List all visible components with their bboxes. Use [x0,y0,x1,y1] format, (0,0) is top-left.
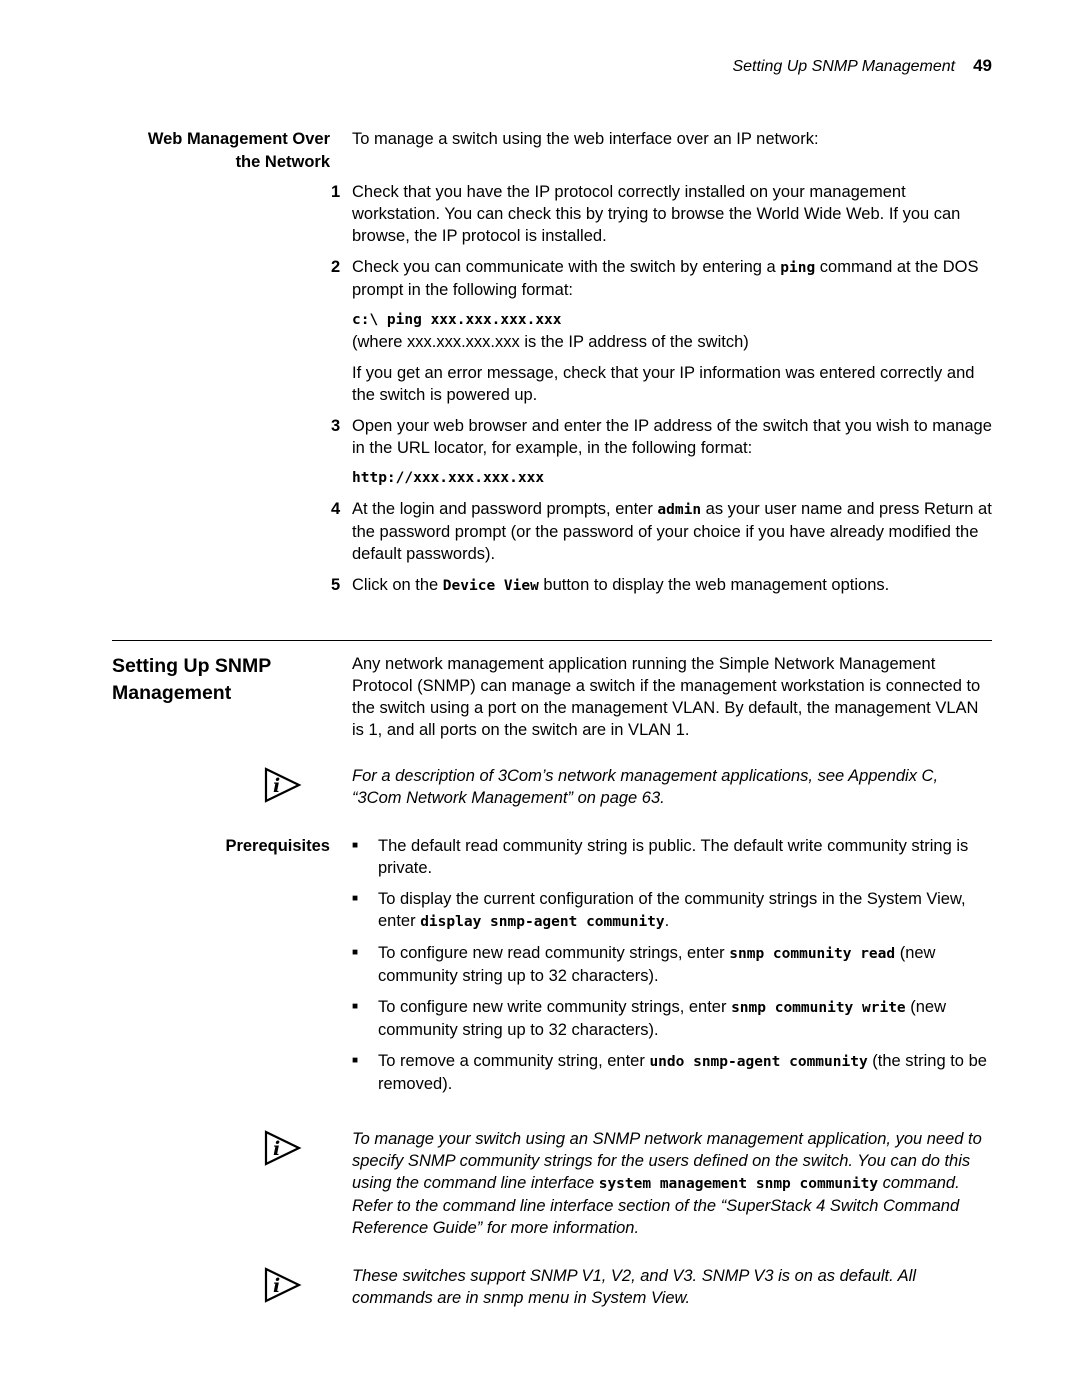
prerequisite-text: To configure new read community strings, enter snmp community read (new community string up to 32 characters). [378,944,936,985]
code-caption: (where xxx.xxx.xxx.xxx is the IP address of the switch) [352,333,749,351]
note-text: These switches support SNMP V1, V2, and V3. SNMP V3 is on as default. All commands are in snmp menu in System View. [352,1267,917,1307]
sidebar-column [112,128,330,606]
step-item-4 [331,498,992,565]
prerequisite-item-2 [352,888,992,933]
bullet-square-icon: ■ [352,840,359,851]
prerequisite-text: To remove a community string, enter undo snmp-agent community (the string to be removed). [378,1052,987,1093]
prerequisite-text: To display the current configuration of the community strings in the System View, enter display snmp-agent community. [378,890,966,930]
step-number: 5 [331,576,341,594]
sidebar-heading-web-management: Web Management Over the Network [147,130,330,171]
step-text: Open your web browser and enter the IP address of the switch that you wish to manage in the URL locator, for example, in the following format: [352,417,992,457]
svg-text:i: i [273,775,281,797]
info-note-icon [264,1130,302,1171]
note-snmp-community-strings [112,1128,992,1239]
body-column [352,835,992,1104]
note-icon-cell [112,1128,330,1239]
note-snmp-versions [112,1265,992,1309]
prerequisite-item-5 [352,1050,992,1095]
step-item-5 [331,574,992,597]
note-icon-cell [112,1265,330,1309]
step-number: 2 [331,258,341,276]
section-divider [112,640,992,641]
bullet-square-icon: ■ [352,893,359,904]
step-number: 4 [331,500,341,518]
numbered-steps-list [331,181,992,597]
sidebar-heading-prerequisites: Prerequisites [225,837,330,855]
step-item-2 [331,256,992,406]
step-text: Check that you have the IP protocol correctly installed on your management workstation. You can check this by trying to browse the World Wide Web. If you can browse, the IP protocol is installed. [352,183,961,245]
info-note-icon [264,1267,302,1308]
note-appendix-c [112,765,992,809]
note-icon-cell [112,765,330,809]
note-text: To manage your switch using an SNMP network management application, you need to specify SNMP community strings for the users defined on the switch. You can do this using the command line interface system management snmp community command. Refer to the command line interface section of the “SuperStack 4 Switch Command Reference Guide” for more information. [352,1130,982,1237]
info-note-icon [264,767,302,808]
prerequisite-text: To configure new write community strings, enter snmp community write (new community string up to 32 characters). [378,998,947,1039]
prerequisite-item-4 [352,996,992,1041]
step-item-3 [331,415,992,489]
svg-text:i: i [273,1138,281,1160]
svg-text:i: i [273,1275,281,1297]
sidebar-column [112,653,330,741]
bullet-square-icon: ■ [352,947,359,958]
body-column [352,1128,992,1239]
prerequisite-item-1 [352,835,992,879]
web-intro-paragraph: To manage a switch using the web interface over an IP network: [352,130,819,148]
body-column [331,128,992,606]
code-url-example: http://xxx.xxx.xxx.xxx [352,470,545,486]
prerequisite-item-3 [352,942,992,987]
step-body [352,574,992,597]
section-snmp-management [112,653,992,741]
prerequisite-text: The default read community string is public. The default write community string is private. [378,837,969,877]
body-column [352,1265,992,1309]
step-body [352,256,992,406]
step-body [352,181,992,247]
step-text: At the login and password prompts, enter admin as your user name and press Return at the password prompt (or the password of your choice if you have already modified the default passwords). [352,500,992,563]
code-ping-example: c:\ ping xxx.xxx.xxx.xxx [352,312,562,328]
section-web-management [112,128,992,606]
step-number: 3 [331,417,341,435]
snmp-intro-paragraph: Any network management application running the Simple Network Management Protocol (SNMP) can manage a switch if the management workstation is connected to the switch using a port on the management VLAN. By default, the management VLAN is 1, and all ports on the switch are in VLAN 1. [352,655,981,739]
running-title: Setting Up SNMP Management [732,58,956,75]
body-column [352,765,992,809]
step-text: Check you can communicate with the switch by entering a ping command at the DOS prompt in the following format: [352,258,979,299]
section-heading-snmp: Setting Up SNMP Management [112,655,271,704]
step-number: 1 [331,183,341,201]
section-prerequisites [112,835,992,1104]
bullet-square-icon: ■ [352,1055,359,1066]
note-text: For a description of 3Com’s network management applications, see Appendix C, “3Com Network Management” on page 63. [352,767,939,807]
sidebar-column [112,835,330,1104]
step-body [352,498,992,565]
step-body [352,415,992,489]
page-header [112,56,992,76]
page-number: 49 [973,56,992,75]
step-text: Click on the Device View button to display the web management options. [352,576,890,594]
step-item-1 [331,181,992,247]
bullet-square-icon: ■ [352,1001,359,1012]
prerequisites-list [352,835,992,1095]
body-column [352,653,992,741]
step-followup-text: If you get an error message, check that your IP information was entered correctly and the switch is powered up. [352,364,975,404]
